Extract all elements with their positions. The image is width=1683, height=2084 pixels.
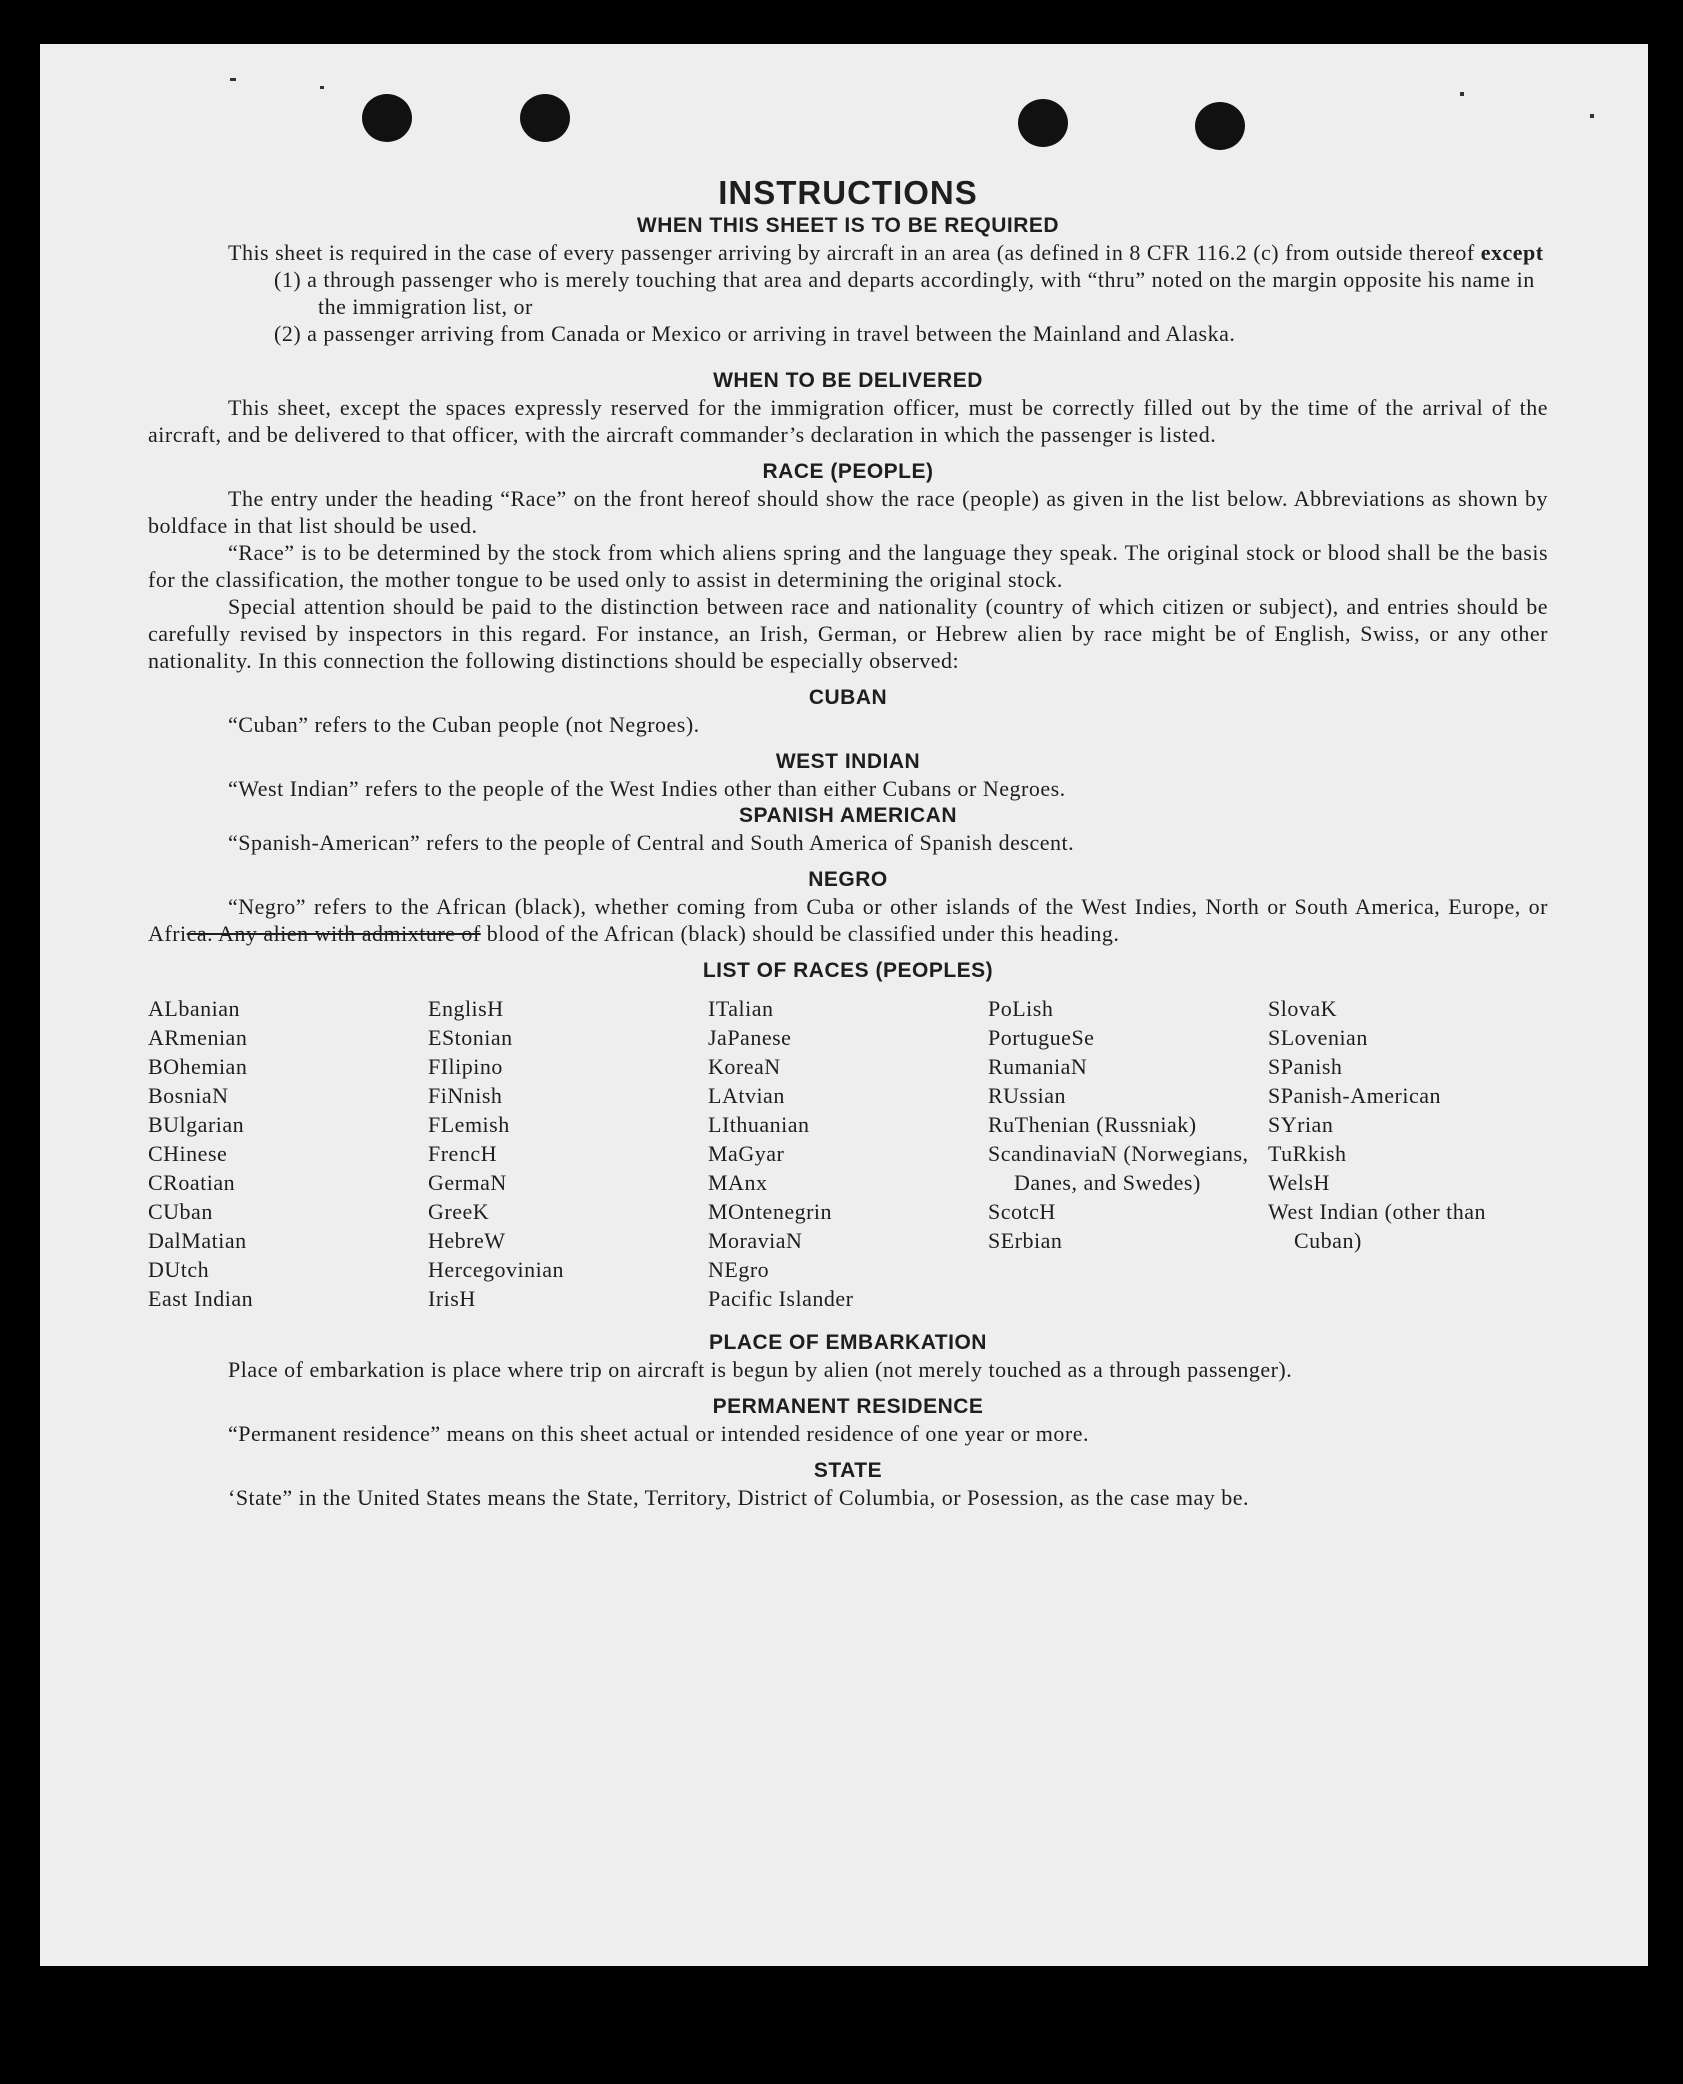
punch-hole: [1018, 99, 1068, 147]
race-entry: EnglisH: [428, 996, 504, 1021]
race-entry: SYrian: [1268, 1112, 1334, 1137]
negro-text-part-a: “Negro” refers to the African (black), whether coming from Cuba or other islands of the West Indies, North or South America, Europe, or Afri: [148, 894, 1548, 946]
race-entry: FrencH: [428, 1141, 497, 1166]
race-entry: RumaniaN: [988, 1054, 1088, 1079]
section-heading-spanish-american: SPANISH AMERICAN: [738, 804, 957, 827]
required-intro: [148, 239, 1548, 266]
required-intro-text: This sheet is required in the case of every passenger arriving by aircraft in an area (as defined in 8 CFR 116.2 (c) from outside thereof: [228, 240, 1475, 265]
section-heading-race: RACE (PEOPLE): [762, 460, 934, 483]
race-entry: MOntenegrin: [708, 1199, 833, 1224]
race-entry: CUban: [148, 1199, 213, 1224]
race-entry: CHinese: [148, 1141, 228, 1166]
page-title: INSTRUCTIONS: [718, 174, 978, 211]
race-entry: LIthuanian: [708, 1112, 810, 1137]
section-heading-negro: NEGRO: [808, 868, 888, 891]
race-entry: FiNnish: [428, 1083, 503, 1108]
race-entry: SPanish-American: [1268, 1083, 1441, 1108]
race-paragraph-3: Special attention should be paid to the distinction between race and nationality (country of which citizen or subject), and entries should be carefully revised by inspectors in this regard. For instance, an Irish, German, or Hebrew alien by race might be of English, Swiss, or any other nationality. In this connection the following distinctions should be especially observed:: [148, 594, 1548, 673]
race-entry: CRoatian: [148, 1170, 236, 1195]
negro-text-part-b: blood of the African (black) should be classified under this heading.: [480, 921, 1120, 946]
race-entry: EStonian: [428, 1025, 513, 1050]
punch-hole: [520, 94, 570, 142]
race-entry: MoraviaN: [708, 1228, 803, 1253]
races-column: [708, 994, 988, 1313]
negro-text-struck: ca. Any alien with admixture of: [186, 921, 481, 946]
section-heading-west-indian: WEST INDIAN: [775, 750, 921, 773]
race-entry: ALbanian: [148, 996, 240, 1021]
embarkation-text: Place of embarkation is place where trip on aircraft is begun by alien (not merely touched as a through passenger).: [228, 1357, 1293, 1382]
race-entry: PoLish: [988, 996, 1054, 1021]
section-heading-delivered: WHEN TO BE DELIVERED: [713, 369, 983, 392]
exception-item-1: (1) a through passenger who is merely touching that area and departs accordingly, with “thru” noted on the margin opposite his name in the immigration list, or: [274, 267, 1535, 319]
race-entry: SPanish: [1268, 1054, 1343, 1079]
race-paragraph-1: The entry under the heading “Race” on the front hereof should show the race (people) as given in the list below. Abbreviations as shown by boldface in that list should be used.: [148, 486, 1548, 538]
race-entry: BOhemian: [148, 1054, 248, 1079]
ink-speck: [230, 78, 236, 81]
state-text: ‘State” in the United States means the State, Territory, District of Columbia, or Posession, as the case may be.: [228, 1485, 1250, 1510]
race-entry: SlovaK: [1268, 996, 1337, 1021]
race-entry: NEgro: [708, 1257, 770, 1282]
section-heading-cuban: CUBAN: [808, 686, 888, 709]
race-entry: ITalian: [708, 996, 774, 1021]
race-entry: West Indian (other than Cuban): [1268, 1199, 1487, 1253]
races-list: [148, 994, 1548, 1313]
race-entry: PortugueSe: [988, 1025, 1095, 1050]
race-entry: SErbian: [988, 1228, 1063, 1253]
race-entry: BUlgarian: [148, 1112, 245, 1137]
race-entry: East Indian: [148, 1286, 254, 1311]
spanish-american-text: “Spanish-American” refers to the people of Central and South America of Spanish descent.: [228, 830, 1075, 855]
ink-speck: [1590, 114, 1594, 118]
race-entry: FIlipino: [428, 1054, 503, 1079]
document-page: [40, 44, 1648, 1966]
section-heading-residence: PERMANENT RESIDENCE: [712, 1395, 984, 1418]
race-entry: JaPanese: [708, 1025, 792, 1050]
west-indian-text: “West Indian” refers to the people of the West Indies other than either Cubans or Negroes.: [228, 776, 1066, 801]
race-entry: WelsH: [1268, 1170, 1330, 1195]
cuban-text: “Cuban” refers to the Cuban people (not Negroes).: [228, 712, 700, 737]
race-entry: GermaN: [428, 1170, 507, 1195]
race-entry: GreeK: [428, 1199, 490, 1224]
negro-text: [148, 893, 1548, 947]
race-entry: DUtch: [148, 1257, 210, 1282]
races-column: [988, 994, 1268, 1313]
race-entry: RUssian: [988, 1083, 1067, 1108]
section-heading-required: WHEN THIS SHEET IS TO BE REQUIRED: [636, 214, 1060, 237]
race-entry: HebreW: [428, 1228, 506, 1253]
race-entry: RuThenian (Russniak): [988, 1112, 1197, 1137]
race-entry: DalMatian: [148, 1228, 247, 1253]
races-column: [1268, 994, 1548, 1313]
ink-speck: [320, 86, 324, 89]
race-entry: FLemish: [428, 1112, 510, 1137]
delivered-text: This sheet, except the spaces expressly reserved for the immigration officer, must be correctly filled out by the time of the arrival of the aircraft, and be delivered to that officer, with the aircraft commander’s declaration in which the passenger is listed.: [148, 395, 1548, 447]
race-entry: Hercegovinian: [428, 1257, 564, 1282]
races-column: [148, 994, 428, 1313]
race-entry: SLovenian: [1268, 1025, 1368, 1050]
race-entry: BosniaN: [148, 1083, 229, 1108]
punch-hole: [1195, 102, 1245, 150]
race-entry: KoreaN: [708, 1054, 781, 1079]
race-entry: ScandinaviaN (Norwegians, Danes, and Swedes): [988, 1141, 1249, 1195]
residence-text: “Permanent residence” means on this sheet actual or intended residence of one year or more.: [228, 1421, 1089, 1446]
race-entry: LAtvian: [708, 1083, 785, 1108]
race-paragraph-2: “Race” is to be determined by the stock from which aliens spring and the language they speak. The original stock or blood shall be the basis for the classification, the mother tongue to be used only to assist in determining the original stock.: [148, 540, 1548, 592]
race-entry: Pacific Islander: [708, 1286, 854, 1311]
race-entry: ARmenian: [148, 1025, 248, 1050]
instructions-body: [148, 174, 1548, 1511]
section-heading-list-of-races: LIST OF RACES (PEOPLES): [702, 959, 994, 982]
race-entry: MaGyar: [708, 1141, 785, 1166]
exception-item-2: (2) a passenger arriving from Canada or Mexico or arriving in travel between the Mainland and Alaska.: [274, 321, 1236, 346]
race-entry: MAnx: [708, 1170, 768, 1195]
races-column: [428, 994, 708, 1313]
race-entry: IrisH: [428, 1286, 476, 1311]
section-heading-embarkation: PLACE OF EMBARKATION: [709, 1331, 987, 1354]
required-intro-except: except: [1480, 240, 1544, 265]
race-entry: TuRkish: [1268, 1141, 1347, 1166]
ink-speck: [1460, 92, 1464, 96]
section-heading-state: STATE: [813, 1459, 883, 1482]
punch-hole: [362, 94, 412, 142]
race-entry: ScotcH: [988, 1199, 1056, 1224]
